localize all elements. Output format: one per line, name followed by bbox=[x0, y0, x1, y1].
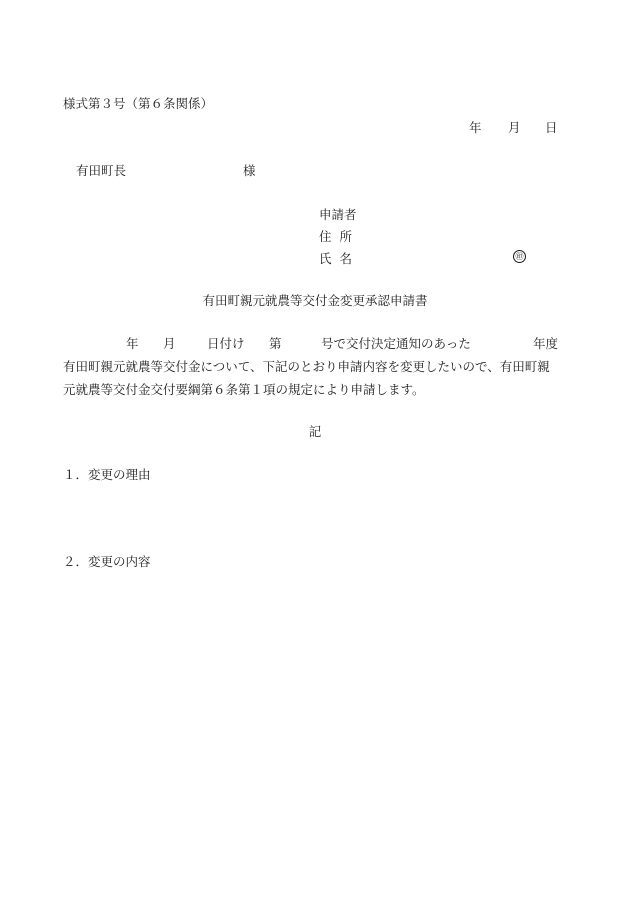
body-month-label: 月 bbox=[163, 336, 176, 351]
form-number: 様式第３号（第６条関係） bbox=[63, 96, 214, 111]
item-change-content: ２．変更の内容 bbox=[63, 554, 151, 569]
document-title: 有田町親元就農等交付金変更承認申請書 bbox=[202, 293, 428, 308]
body-fiscal-year-label: 年度 bbox=[533, 336, 559, 351]
body-number-prefix: 第 bbox=[269, 336, 282, 351]
body-line-3: 元就農等交付金交付要綱第６条第１項の規定により申請します。 bbox=[63, 382, 425, 397]
seal-icon: ㊞ bbox=[513, 250, 526, 263]
addressee-suffix: 様 bbox=[243, 163, 256, 178]
date-month-label: 月 bbox=[508, 120, 521, 135]
item-change-reason: １．変更の理由 bbox=[63, 467, 151, 482]
name-label: 氏名 bbox=[319, 251, 361, 266]
applicant-label: 申請者 bbox=[319, 207, 357, 222]
ki-heading: 記 bbox=[308, 424, 322, 439]
body-line-2: 有田町親元就農等交付金について、下記のとおり申請内容を変更したいので、有田町親 bbox=[63, 359, 550, 374]
address-label: 住所 bbox=[319, 229, 361, 244]
body-number-suffix: 号で交付決定通知のあった bbox=[321, 336, 471, 351]
body-line-1 bbox=[63, 338, 558, 352]
body-year-label: 年 bbox=[126, 336, 139, 351]
addressee-name: 有田町長 bbox=[76, 163, 127, 178]
date-day-label: 日 bbox=[545, 120, 558, 135]
body-dated-label: 日付け bbox=[207, 336, 245, 351]
date-year-label: 年 bbox=[469, 120, 482, 135]
